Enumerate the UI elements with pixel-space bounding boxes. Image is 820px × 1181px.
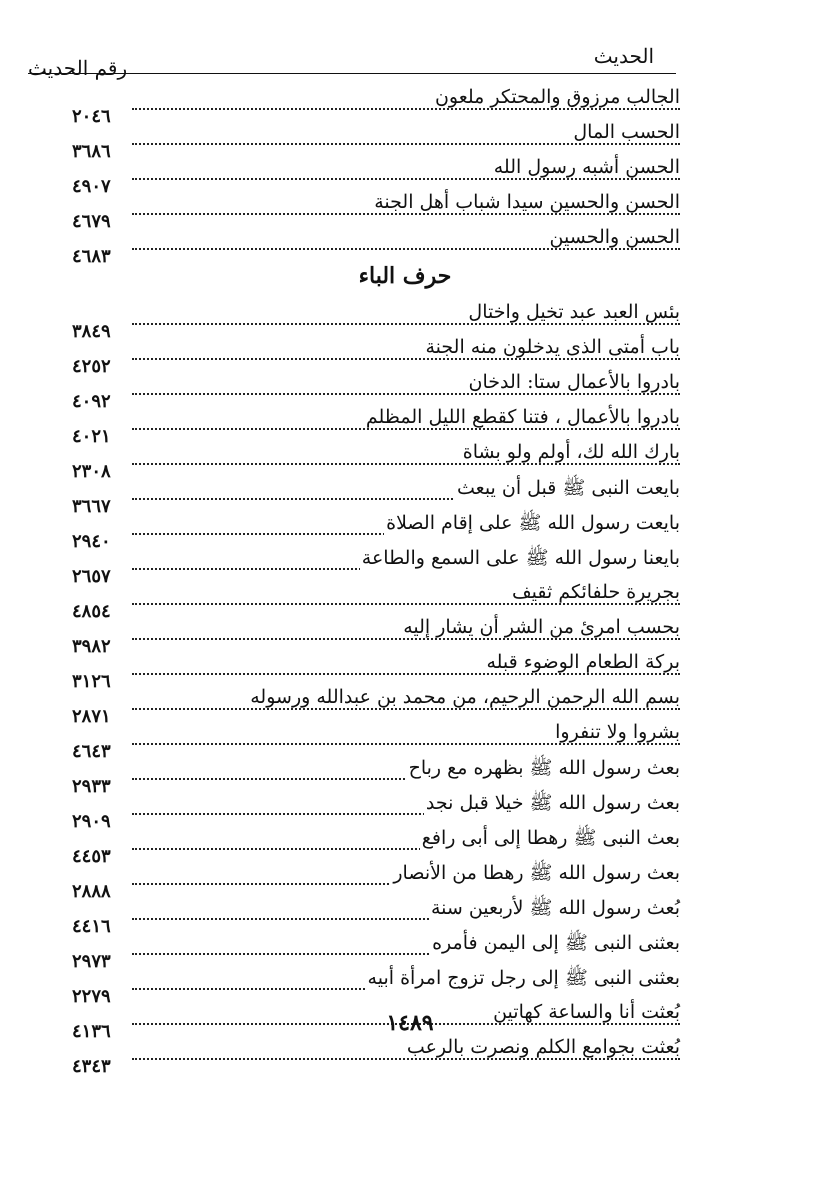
leader-dots (132, 708, 680, 710)
leader-dots (132, 213, 680, 215)
entry-number: ٤٨٥٤ (72, 601, 111, 622)
entry-number: ٤٦٨٣ (72, 246, 111, 267)
index-entry (60, 962, 680, 1007)
index-entry (60, 152, 680, 197)
entry-number: ٤٦٤٣ (72, 741, 111, 762)
index-entry (60, 717, 680, 762)
index-entry (60, 752, 680, 797)
index-entry (60, 612, 680, 657)
entry-text: الحسن والحسين سيدا شباب أهل الجنة (374, 191, 680, 213)
entry-text: بايعت رسول الله ﷺ على إقام الصلاة (384, 511, 680, 539)
leader-dots (132, 108, 680, 110)
entry-number: ٢٣٠٨ (72, 461, 111, 482)
entry-number: ٢٩٧٣ (72, 951, 111, 972)
index-entry (60, 297, 680, 342)
leader-dots (132, 358, 680, 360)
entry-number: ٤٣٤٣ (72, 1056, 111, 1077)
entry-number: ٤٠٢١ (72, 426, 111, 447)
entry-number: ٢٢٧٩ (72, 986, 111, 1007)
entry-text: الجالب مرزوق والمحتكر ملعون (434, 86, 680, 108)
index-entry (60, 402, 680, 447)
index-entry (60, 507, 680, 552)
index-list (60, 82, 680, 1077)
entry-text: بعث النبى ﷺ رهطا إلى أبى رافع (420, 826, 680, 854)
index-entry (60, 437, 680, 482)
leader-dots (132, 428, 680, 430)
index-entry (60, 1032, 680, 1077)
entry-text: الحسب المال (573, 121, 680, 143)
entry-number: ٢٩٤٠ (72, 531, 111, 552)
entry-number: ٢٨٨٨ (72, 881, 111, 902)
entry-text: بسم الله الرحمن الرحيم، من محمد بن عبدالله ورسوله (250, 686, 680, 708)
index-entry (60, 787, 680, 832)
index-entry (60, 542, 680, 587)
entry-text: بعثنى النبى ﷺ إلى اليمن فأمره (430, 931, 680, 959)
entry-number: ٤١٣٦ (72, 1021, 111, 1042)
entry-number: ٤٤١٦ (72, 916, 111, 937)
entry-number: ٣٦٨٦ (72, 141, 111, 162)
index-entry (60, 332, 680, 377)
header-divider (28, 73, 676, 74)
entry-number: ٢٨٧١ (72, 706, 111, 727)
index-entry (60, 187, 680, 232)
index-entry (60, 892, 680, 937)
entry-text: الحسن والحسين (549, 226, 680, 248)
leader-dots (132, 743, 680, 745)
entry-number: ٢٩٣٣ (72, 776, 111, 797)
entry-number: ٢٠٤٦ (72, 106, 111, 127)
entry-number: ٤٢٥٢ (72, 356, 111, 377)
index-entry (60, 367, 680, 412)
entry-text: بايعت النبى ﷺ قبل أن يبعث (455, 476, 680, 504)
index-entry (60, 82, 680, 127)
entry-text: بايعنا رسول الله ﷺ على السمع والطاعة (360, 546, 680, 574)
entry-text: بجريرة حلفائكم ثقيف (511, 581, 680, 603)
section-heading (60, 257, 680, 297)
entry-number: ٣٩٨٢ (72, 636, 111, 657)
leader-dots (132, 178, 680, 180)
leader-dots (132, 638, 680, 640)
entry-number: ٢٩٠٩ (72, 811, 111, 832)
entry-text: بحسب امرئ من الشر أن يشار إليه (403, 616, 680, 638)
column-title-hadith-number: رقم الحديث (28, 56, 128, 80)
index-entry (60, 682, 680, 727)
index-entry (60, 577, 680, 622)
entry-number: ٣٦٦٧ (72, 496, 111, 517)
entry-text: بارك الله لك، أولم ولو بشاة (462, 441, 680, 463)
entry-text: بعث رسول الله ﷺ بظهره مع رباح (407, 756, 680, 784)
entry-number: ٣٨٤٩ (72, 321, 111, 342)
entry-text: بئس العبد عبد تخيل واختال (468, 301, 680, 323)
entry-text: بشروا ولا تنفروا (555, 721, 680, 743)
leader-dots (132, 323, 680, 325)
section-title-letter-ba: حرف الباء (358, 263, 452, 289)
index-entry (60, 222, 680, 267)
index-entry (60, 647, 680, 692)
entry-text: بُعثت بجوامع الكلم ونصرت بالرعب (406, 1036, 680, 1058)
entry-number: ٤٤٥٣ (72, 846, 111, 867)
page-number: ١٤٨٩ (386, 1010, 434, 1036)
leader-dots (132, 1058, 680, 1060)
leader-dots (132, 143, 680, 145)
entry-text: الحسن أشبه رسول الله (493, 156, 680, 178)
entry-text: بعث رسول الله ﷺ رهطا من الأنصار (391, 861, 680, 889)
entry-text: بعثنى النبى ﷺ إلى رجل تزوج امرأة أبيه (366, 966, 680, 994)
entry-text: باب أمتى الذى يدخلون منه الجنة (425, 336, 680, 358)
index-entry (60, 822, 680, 867)
entry-number: ٣١٢٦ (72, 671, 111, 692)
column-title-hadith: الحديث (593, 44, 654, 68)
page-header (28, 44, 676, 80)
leader-dots (132, 603, 680, 605)
leader-dots (132, 248, 680, 250)
entry-number: ٢٦٥٧ (72, 566, 111, 587)
leader-dots (132, 673, 680, 675)
index-entry (60, 927, 680, 972)
entry-text: بادروا بالأعمال ، فتنا كقطع الليل المظلم (365, 406, 680, 428)
entry-number: ٤٠٩٢ (72, 391, 111, 412)
entry-number: ٤٦٧٩ (72, 211, 111, 232)
leader-dots (132, 463, 680, 465)
index-entry (60, 117, 680, 162)
entry-text: بعث رسول الله ﷺ خيلا قبل نجد (424, 791, 680, 819)
entry-number: ٤٩٠٧ (72, 176, 111, 197)
index-entry (60, 472, 680, 517)
entry-text: بُعثت أنا والساعة كهاتين (493, 1001, 680, 1023)
entry-text: بركة الطعام الوضوء قبله (486, 651, 680, 673)
entry-text: بُعث رسول الله ﷺ لأربعين سنة (429, 896, 680, 924)
index-entry (60, 857, 680, 902)
leader-dots (132, 393, 680, 395)
entry-text: بادروا بالأعمال ستا: الدخان (468, 371, 680, 393)
